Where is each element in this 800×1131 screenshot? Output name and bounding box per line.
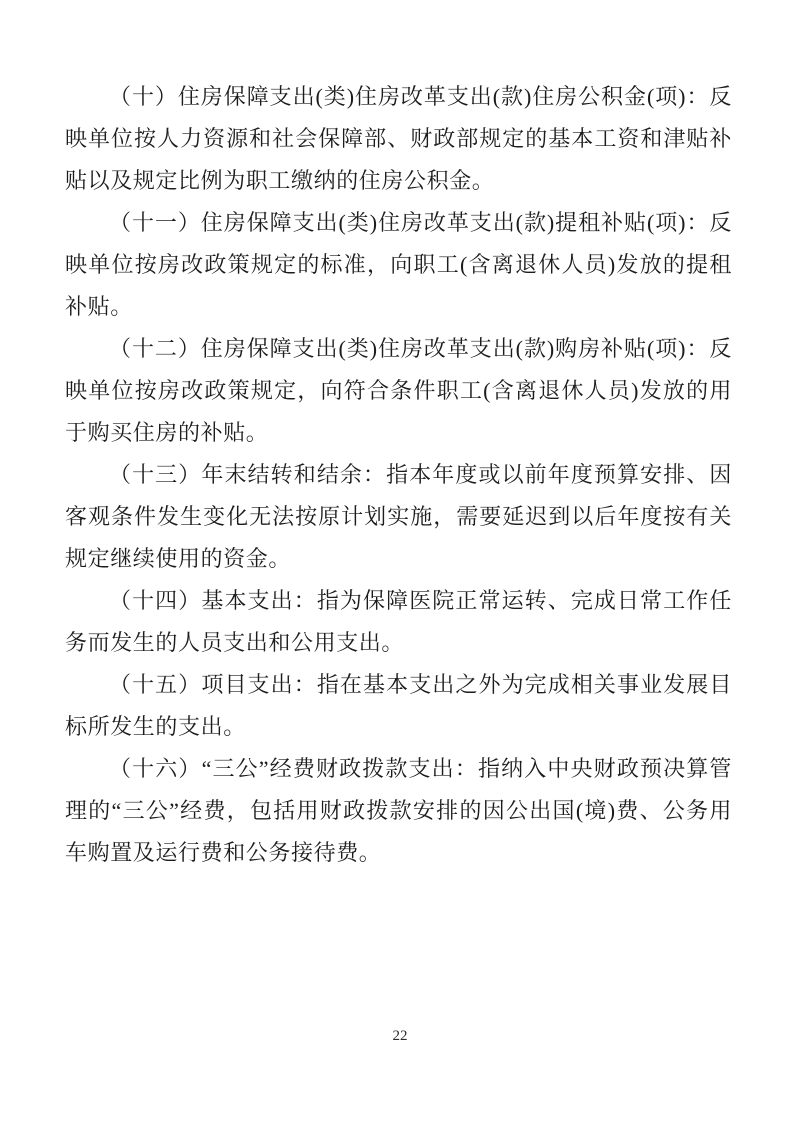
definition-paragraph: （十四）基本支出：指为保障医院正常运转、完成日常工作任务而发生的人员支出和公用支出。 — [65, 588, 732, 655]
definition-paragraph: （十二）住房保障支出(类)住房改革支出(款)购房补贴(项)：反映单位按房改政策规定，向符合条件职工(含离退休人员)发放的用于购买住房的补贴。 — [65, 336, 732, 445]
definition-paragraph: （十一）住房保障支出(类)住房改革支出(款)提租补贴(项)：反映单位按房改政策规定的标准，向职工(含离退休人员)发放的提租补贴。 — [65, 210, 732, 319]
definition-paragraph: （十三）年末结转和结余：指本年度或以前年度预算安排、因客观条件发生变化无法按原计划实施，需要延迟到以后年度按有关规定继续使用的资金。 — [65, 462, 732, 571]
definition-paragraph: （十）住房保障支出(类)住房改革支出(款)住房公积金(项)：反映单位按人力资源和社会保障部、财政部规定的基本工资和津贴补贴以及规定比例为职工缴纳的住房公积金。 — [65, 84, 732, 193]
definition-paragraph: （十六）“三公”经费财政拨款支出：指纳入中央财政预决算管理的“三公”经费，包括用财政拨款安排的因公出国(境)费、公务用车购置及运行费和公务接待费。 — [65, 756, 732, 865]
page-number: 22 — [392, 1028, 408, 1044]
document-body-text — [65, 76, 732, 874]
definition-paragraph: （十五）项目支出：指在基本支出之外为完成相关事业发展目标所发生的支出。 — [65, 672, 732, 739]
